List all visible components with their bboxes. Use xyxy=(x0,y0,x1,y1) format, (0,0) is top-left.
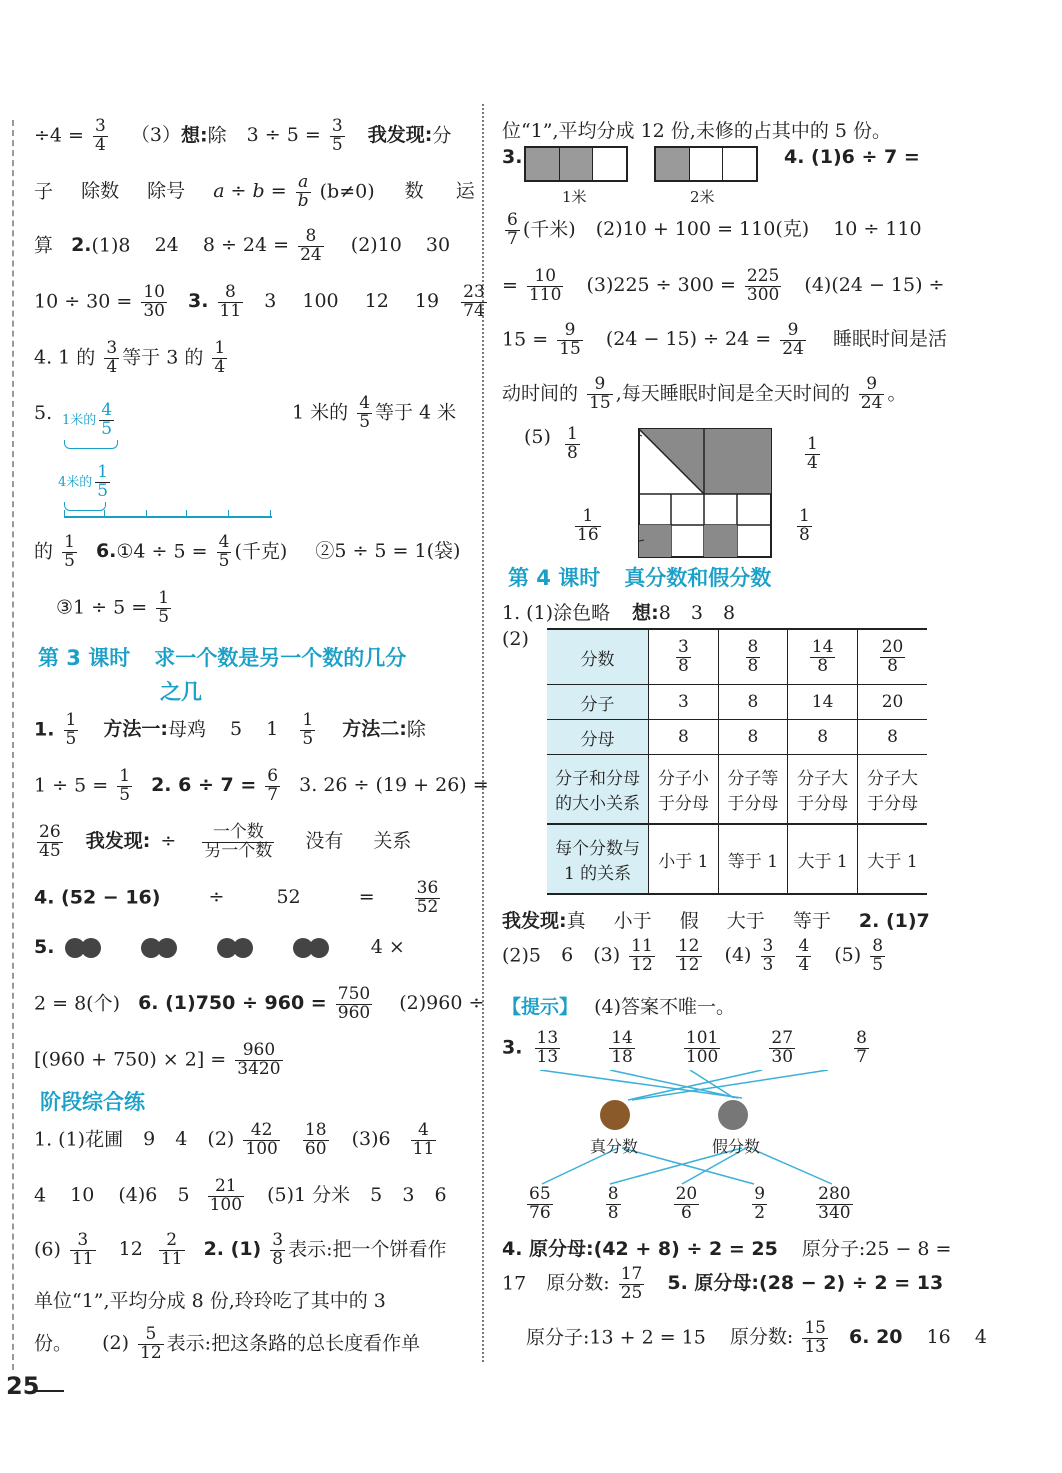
table-cell: 等于 1 xyxy=(718,824,788,894)
fraction: $\frac{6}{7}$ xyxy=(507,210,518,249)
text: （3） xyxy=(130,124,181,147)
table-header: 分数 xyxy=(547,629,649,685)
fraction-table xyxy=(547,628,927,895)
table-cell: 8 xyxy=(718,685,788,720)
bar-1m xyxy=(524,146,628,182)
fraction: $\frac{101}{100}$ xyxy=(685,1028,719,1067)
fraction: $\frac{1}{5}$ xyxy=(64,532,75,571)
answer-line: 10 ÷ 30 = $\frac{10}{30}$ 3. $\frac{8}{11}$ 3 100 12 19 $\frac{23}{74}$ xyxy=(34,282,485,321)
answer-line: 4 10 (4)6 5 $\frac{21}{100}$ (5)1 分米 5 3 6 xyxy=(34,1176,447,1215)
answer-line: 子 除数 除号 a ÷ b = $\frac{a}{b}$ (b≠0) 数 运 xyxy=(34,172,475,211)
item-label: (5) xyxy=(524,426,551,448)
category-label: 假分数 xyxy=(712,1137,761,1156)
table-cell: $\frac{3}{8}$ xyxy=(649,629,719,685)
fraction: $\frac{20}{6}$ xyxy=(675,1184,698,1223)
fraction: $\frac{21}{100}$ xyxy=(209,1176,243,1215)
fraction: $\frac{8}{11}$ xyxy=(219,282,242,321)
fraction: 一个数 另一个数 xyxy=(204,822,273,861)
answer-bracket: $\frac{1}{4}$ xyxy=(807,434,818,473)
fraction: $\frac{3}{8}$ xyxy=(272,1230,284,1269)
table-cell: $\frac{20}{8}$ xyxy=(858,629,927,685)
answer-line: 4. 原分母:(42 + 8) ÷ 2 = 25 原分子:25 − 8 = xyxy=(502,1238,952,1260)
answer-line: 1. $\frac{1}{5}$ 方法一:母鸡 5 1 $\frac{1}{5}$ 方法二:除 xyxy=(34,710,426,749)
answer-line: 4. (1)6 ÷ 7 = xyxy=(784,146,920,168)
fraction: $\frac{9}{24}$ xyxy=(860,374,883,413)
answer-line: 单位“1”,平均分成 8 份,玲玲吃了其中的 3 xyxy=(34,1290,386,1312)
answer-bracket: $\frac{1}{8}$ xyxy=(567,424,578,463)
fraction: $\frac{9}{24}$ xyxy=(782,320,804,359)
table-cell: 8 xyxy=(718,720,788,755)
fraction: $\frac{a}{b}$ xyxy=(297,172,309,211)
apple-group xyxy=(143,936,175,958)
answer-line: 位“1”,平均分成 12 份,未修的占其中的 5 份。 xyxy=(502,120,892,142)
fraction: $\frac{8}{24}$ xyxy=(300,226,322,265)
fraction: $\frac{14}{18}$ xyxy=(611,1028,633,1067)
answer-line: 1. (1)涂色略 想:8 3 8 xyxy=(502,602,736,624)
fraction: $\frac{11}{12}$ xyxy=(631,936,653,975)
table-cell: 分子等于分母 xyxy=(718,755,788,825)
text: 我发现: xyxy=(367,124,433,147)
shaded-square-diagram xyxy=(638,428,772,558)
fraction: $\frac{36}{52}$ xyxy=(416,878,439,917)
table-cell: 分子大于分母 xyxy=(858,755,927,825)
fraction: $\frac{23}{74}$ xyxy=(463,282,485,321)
edge-dashed-line xyxy=(12,120,14,1370)
page-number: 25 xyxy=(6,1372,40,1400)
answer-line: 份。 (2) $\frac{5}{12}$ 表示:把这条路的总长度看作单 xyxy=(34,1324,421,1363)
table-cell: 小于 1 xyxy=(649,824,719,894)
answer-line: 4. 1 的 $\frac{3}{4}$ 等于 3 的 $\frac{1}{4}$ xyxy=(34,338,226,377)
table-cell: 分子大于分母 xyxy=(788,755,858,825)
fraction: $\frac{8}{7}$ xyxy=(856,1028,867,1067)
fraction: $\frac{9}{2}$ xyxy=(754,1184,766,1223)
answer-line: ③1 ÷ 5 = $\frac{1}{5}$ xyxy=(56,588,170,627)
fraction: $\frac{5}{12}$ xyxy=(140,1324,162,1363)
fraction: $\frac{9}{15}$ xyxy=(559,320,581,359)
answer-line: 1. (1)花圃 9 4 (2) $\frac{42}{100}$ $\frac{18}{60}$ (3)6 $\frac{4}{11}$ xyxy=(34,1120,435,1159)
fraction: $\frac{13}{13}$ xyxy=(536,1028,559,1067)
text: 想: xyxy=(180,124,208,147)
fraction: $\frac{4}{11}$ xyxy=(412,1120,435,1159)
fraction: $\frac{2}{11}$ xyxy=(160,1230,183,1269)
fraction: $\frac{3}{5}$ xyxy=(331,116,343,155)
fraction: $\frac{3}{3}$ xyxy=(762,936,774,975)
fraction: $\frac{3}{4}$ xyxy=(95,116,106,155)
text: 除 xyxy=(207,124,227,147)
table-cell: 3 xyxy=(649,685,719,720)
fraction: $\frac{10}{30}$ xyxy=(143,282,165,321)
answer-line: (2)5 6 (3) $\frac{11}{12}$ $\frac{12}{12}$ (4) $\frac{3}{3}$ $\frac{4}{4}$ (5) $\frac{8}{5}$ xyxy=(502,936,884,975)
fraction: $\frac{225}{300}$ xyxy=(746,266,780,305)
fraction: $\frac{10}{110}$ xyxy=(528,266,562,305)
table-cell: 8 xyxy=(649,720,719,755)
category-label: 真分数 xyxy=(590,1137,639,1156)
fraction: $\frac{9}{15}$ xyxy=(589,374,611,413)
answer-line: 5. xyxy=(34,402,53,424)
item-label: (2) xyxy=(502,628,529,650)
fraction: $\frac{4}{4}$ xyxy=(798,936,810,975)
table-cell: $\frac{14}{8}$ xyxy=(788,629,858,685)
answer-line: = $\frac{10}{110}$ (3)225 ÷ 300 = $\frac{225}{300}$ (4)(24 − 15) ÷ xyxy=(502,266,945,305)
fraction: $\frac{27}{30}$ xyxy=(771,1028,794,1067)
answer-line: 原分子:13 + 2 = 15 原分数: $\frac{15}{13}$ 6. 20 16 4 xyxy=(526,1318,987,1357)
fraction: $\frac{3}{4}$ xyxy=(106,338,118,377)
fraction: $\frac{65}{76}$ xyxy=(529,1184,551,1223)
answer-line: 的 $\frac{1}{5}$ 6.①4 ÷ 5 = $\frac{4}{5}$ (千克) ②5 ÷ 5 = 1(袋) xyxy=(34,532,461,571)
answer-line: 1 米的 $\frac{4}{5}$ 等于 4 米 xyxy=(292,393,457,432)
answer-line: (6) $\frac{3}{11}$ 12 $\frac{2}{11}$ 2. (1) $\frac{3}{8}$ 表示:把一个饼看作 xyxy=(34,1230,447,1269)
hint-line: 【提示】 (4)答案不唯一。 xyxy=(502,996,735,1018)
octopus-icon xyxy=(718,1100,748,1130)
answer-line: 3. $\frac{13}{13}$ $\frac{14}{18}$ $\frac{101}{100}$ $\frac{27}{30}$ $\frac{8}{7}$ xyxy=(502,1028,867,1067)
monkey-icon xyxy=(600,1100,630,1130)
fraction: $\frac{8}{8}$ xyxy=(607,1184,619,1223)
table-cell: 分子小于分母 xyxy=(649,755,719,825)
text: 3 ÷ 5 = xyxy=(246,124,321,147)
table-header: 分母 xyxy=(547,720,649,755)
fraction: $\frac{15}{13}$ xyxy=(804,1318,826,1357)
answer-line: 1 ÷ 5 = $\frac{1}{5}$ 2. 6 ÷ 7 = $\frac{6}{7}$ 3. 26 ÷ (19 + 26) = xyxy=(34,766,489,805)
answer-bracket: $\frac{1}{16}$ xyxy=(577,506,599,545)
fraction: $\frac{1}{5}$ xyxy=(302,710,314,749)
answer-line: $\frac{26}{45}$ 我发现: ÷ 一个数 另一个数 没有 关系 xyxy=(39,822,412,861)
page-number-dash xyxy=(36,1390,64,1392)
fraction: $\frac{1}{4}$ xyxy=(214,338,226,377)
fraction: $\frac{12}{12}$ xyxy=(677,936,700,975)
answer-line xyxy=(34,118,451,155)
section-title: 第 3 课时 求一个数是另一个数的几分 xyxy=(38,646,407,670)
text: 分 xyxy=(432,124,452,147)
bar-label: 1米 xyxy=(562,188,587,206)
answer-line: 3. xyxy=(502,146,523,168)
fraction: $\frac{4}{5}$ xyxy=(359,393,371,432)
fraction: $\frac{8}{5}$ xyxy=(872,936,884,975)
table-cell: $\frac{8}{8}$ xyxy=(718,629,788,685)
fraction: $\frac{4}{5}$ xyxy=(218,532,230,571)
answer-line: 4. (52 − 16) ÷ 52 = $\frac{36}{52}$ xyxy=(34,878,439,917)
answer-line: 我发现:真 小于 假 大于 等于 2. (1)7 xyxy=(502,910,930,932)
answer-line: 5. 4 × xyxy=(34,936,405,958)
fraction: $\frac{26}{45}$ xyxy=(39,822,61,861)
answer-line: 2 = 8(个) 6. (1)750 ÷ 960 = $\frac{750}{960}$ (2)960 ÷ xyxy=(34,984,485,1023)
fraction: $\frac{280}{340}$ xyxy=(818,1184,851,1223)
table-cell: 大于 1 xyxy=(858,824,927,894)
fraction: $\frac{1}{5}$ xyxy=(119,766,131,805)
text: ÷4 = xyxy=(34,124,84,147)
fraction: $\frac{17}{25}$ xyxy=(620,1264,643,1303)
answer-line: 17 原分数: $\frac{17}{25}$ 5. 原分母:(28 − 2) ÷ 2 = 13 xyxy=(502,1264,944,1303)
section-title: 阶段综合练 xyxy=(40,1090,145,1114)
answer-line: 动时间的 $\frac{9}{15}$ ,每天睡眠时间是全天时间的 $\frac{9}{24}$ 。 xyxy=(502,374,907,413)
section-title: 第 4 课时 真分数和假分数 xyxy=(508,566,772,590)
answer-line: $\frac{6}{7}$ (千米) (2)10 + 100 = 110(克) 10 ÷ 110 xyxy=(507,210,922,249)
table-cell: 20 xyxy=(858,685,927,720)
table-cell: 8 xyxy=(788,720,858,755)
fraction: $\frac{1}{5}$ xyxy=(158,588,170,627)
table-header: 分子 xyxy=(547,685,649,720)
answer-line: 15 = $\frac{9}{15}$ (24 − 15) ÷ 24 = $\frac{9}{24}$ 睡眠时间是活 xyxy=(502,320,947,359)
table-cell: 8 xyxy=(858,720,927,755)
bar-label: 2米 xyxy=(690,188,715,206)
fraction: $\frac{750}{960}$ xyxy=(337,984,371,1023)
section-title: 之几 xyxy=(160,680,202,704)
fraction: $\frac{42}{100}$ xyxy=(245,1120,278,1159)
table-cell: 大于 1 xyxy=(788,824,858,894)
fraction: $\frac{3}{11}$ xyxy=(71,1230,94,1269)
table-header: 每个分数与 1 的关系 xyxy=(547,824,649,894)
answer-line: 算 2.(1)8 24 8 ÷ 24 = $\frac{8}{24}$ (2)10 30 xyxy=(34,226,451,265)
fraction: $\frac{960}{3420}$ xyxy=(237,1040,281,1079)
table-cell: 14 xyxy=(788,685,858,720)
answer-line xyxy=(524,1186,856,1223)
bar-2m xyxy=(654,146,758,182)
fraction: $\frac{18}{60}$ xyxy=(304,1120,327,1159)
apple-group xyxy=(219,936,251,958)
answer-line: [(960 + 750) × 2] = $\frac{960}{3420}$ xyxy=(34,1040,281,1079)
table-header: 分子和分母的大小关系 xyxy=(547,755,649,825)
apple-group xyxy=(67,936,99,958)
apple-group xyxy=(295,936,327,958)
answer-bracket: $\frac{1}{8}$ xyxy=(799,506,810,545)
fraction: $\frac{6}{7}$ xyxy=(267,766,279,805)
fraction: $\frac{1}{5}$ xyxy=(65,710,77,749)
